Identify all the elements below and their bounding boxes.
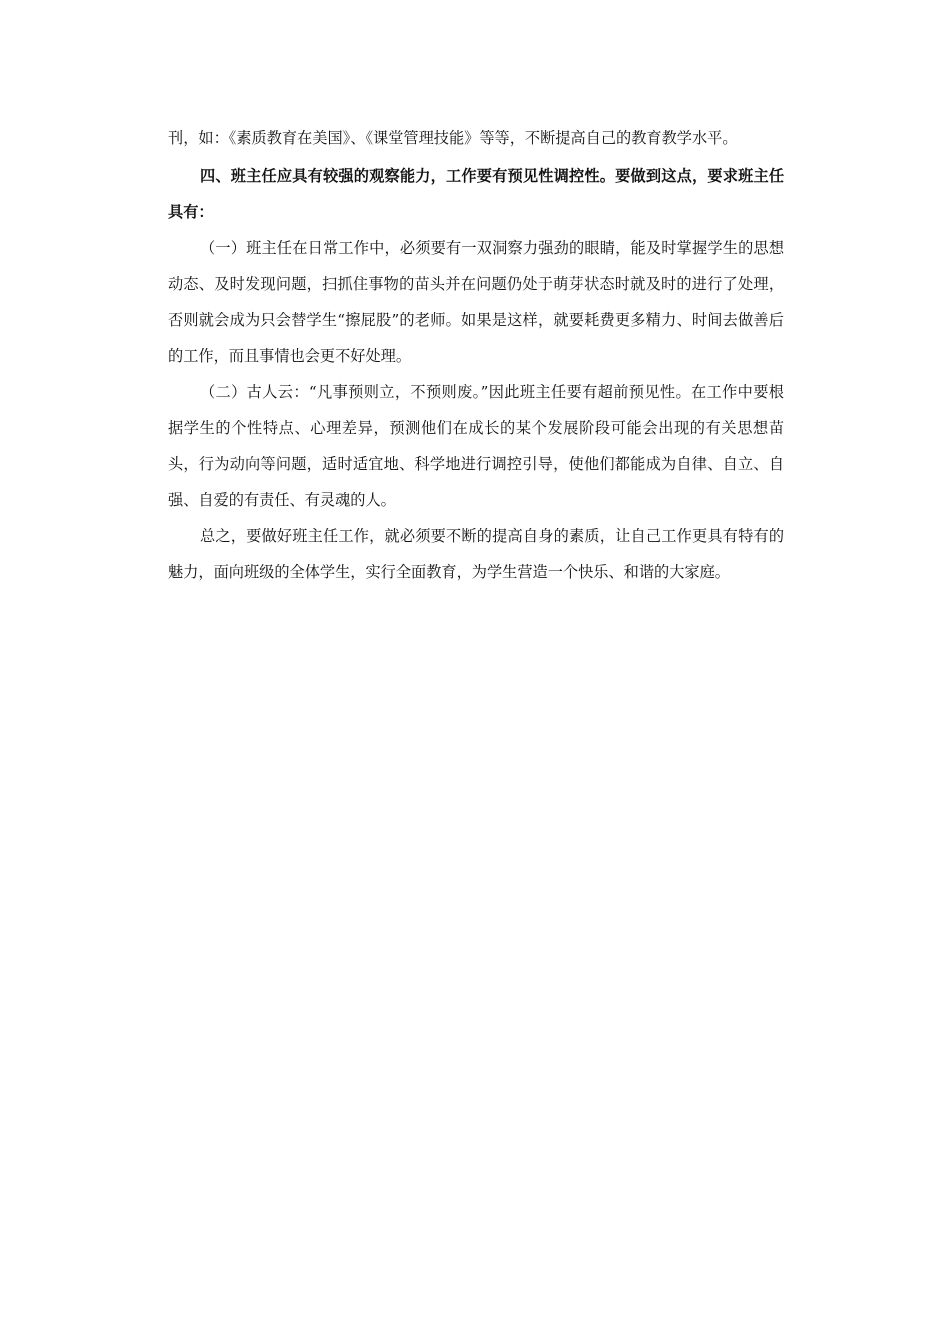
paragraph-item-two: （二）古人云：“凡事预则立，不预则废。”因此班主任要有超前预见性。在工作中要根据学生的个性特点、心理差异，预测他们在成长的某个发展阶段可能会出现的有关思想苗头，行为动向等问题，适时适宜地、科学地进行调控引导，使他们都能成为自律、自立、自强、自爱的有责任、有灵魂的人。 (168, 383, 784, 509)
section-heading-four: 四、班主任应具有较强的观察能力，工作要有预见性调控性。要做到这点，要求班主任具有： (168, 167, 784, 221)
paragraph-continuation: 刊，如：《素质教育在美国》、《课堂管理技能》等等，不断提高自己的教育教学水平。 (168, 129, 738, 147)
paragraph-item-one: （一）班主任在日常工作中，必须要有一双洞察力强劲的眼睛，能及时掌握学生的思想动态、及时发现问题，扫抓住事物的苗头并在问题仍处于萌芽状态时就及时的进行了处理，否则就会成为只会替学生“擦屁股”的老师。如果是这样，就要耗费更多精力、时间去做善后的工作，而且事情也会更不好处理。 (168, 239, 784, 365)
document-body (168, 120, 784, 590)
paragraph-conclusion: 总之，要做好班主任工作，就必须要不断的提高自身的素质，让自己工作更具有特有的魅力，面向班级的全体学生，实行全面教育，为学生营造一个快乐、和谐的大家庭。 (168, 527, 784, 581)
